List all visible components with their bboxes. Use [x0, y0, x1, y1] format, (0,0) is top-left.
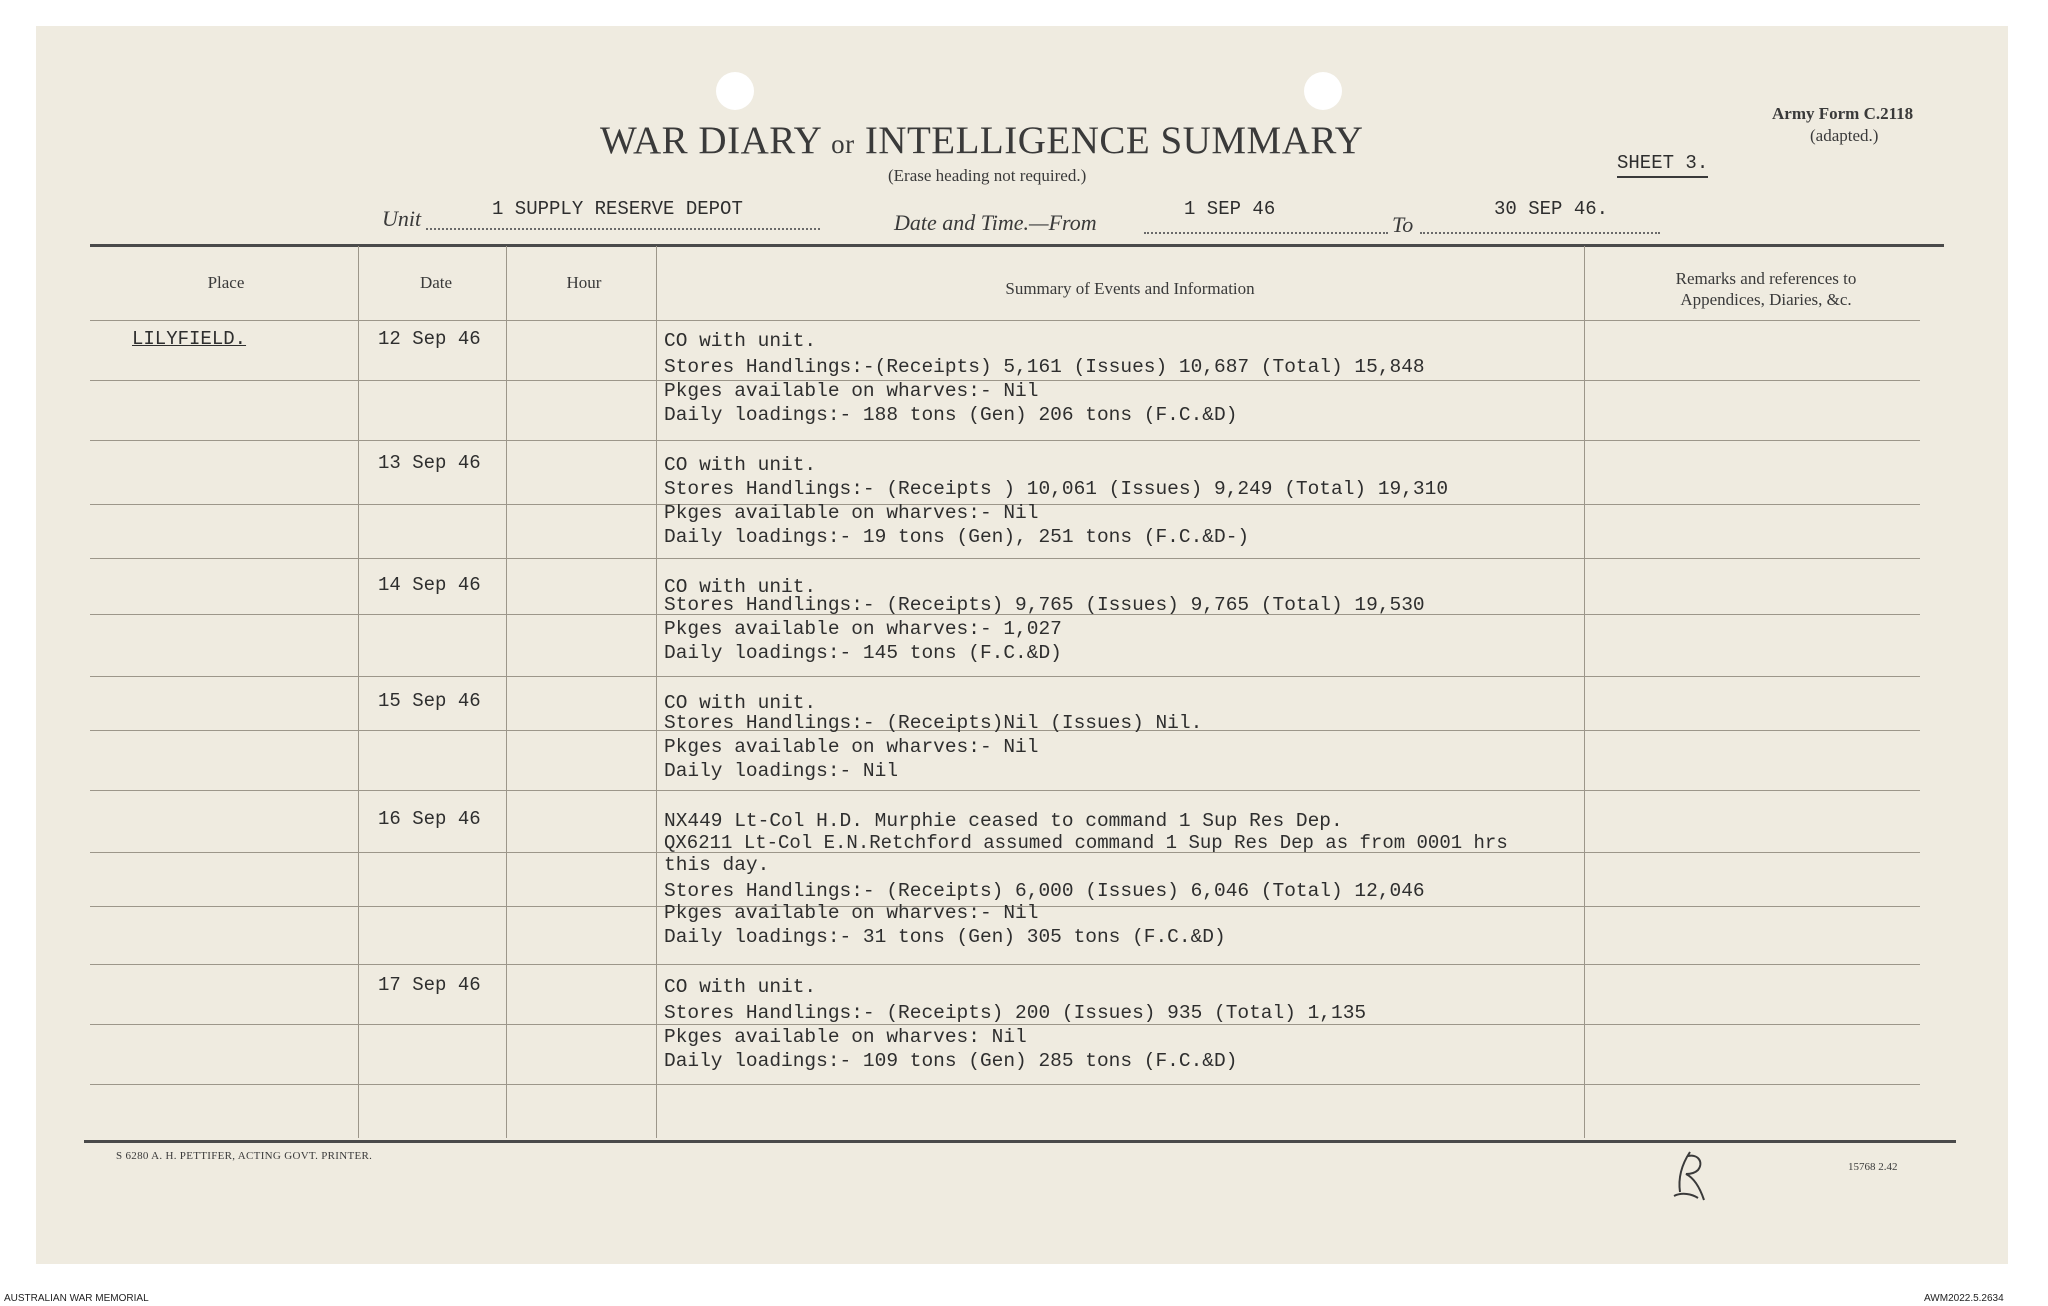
form-subtitle: (Erase heading not required.): [888, 166, 1087, 185]
table-rule: [90, 440, 1920, 441]
punch-hole-left: [716, 72, 754, 110]
entry-date: 15 Sep 46: [378, 690, 481, 712]
to-date: 30 SEP 46.: [1494, 198, 1609, 220]
title-or: or: [831, 129, 855, 159]
summary-line: Pkges available on wharves:- Nil: [664, 736, 1039, 758]
summary-line: Stores Handlings:- (Receipts) 9,765 (Issues) 9,765 (Total) 19,530: [664, 594, 1425, 616]
summary-line: Pkges available on wharves: Nil: [664, 1026, 1027, 1048]
summary-line: Pkges available on wharves:- Nil: [664, 380, 1039, 402]
summary-line: Daily loadings:- 31 tons (Gen) 305 tons (F.C.&D): [664, 926, 1226, 948]
column-header-remarks: Remarks and references to Appendices, Diaries, &c.: [1675, 269, 1857, 309]
unit-dotted-line: [426, 228, 820, 230]
summary-line: CO with unit.: [664, 576, 817, 598]
summary-line: CO with unit.: [664, 976, 817, 998]
place-value: LILYFIELD.: [132, 328, 247, 350]
title-main: WAR DIARY: [600, 119, 821, 162]
summary-line: Stores Handlings:-(Receipts) 5,161 (Issues) 10,687 (Total) 15,848: [664, 356, 1425, 378]
unit-value: 1 SUPPLY RESERVE DEPOT: [492, 198, 743, 220]
bottom-rule: [84, 1140, 1956, 1143]
sheet-number: SHEET 3.: [1617, 152, 1708, 178]
summary-line: Stores Handlings:- (Receipts ) 10,061 (Issues) 9,249 (Total) 19,310: [664, 478, 1449, 500]
army-form-number: Army Form C.2118: [1772, 104, 1914, 123]
table-rule: [90, 558, 1920, 559]
printer-imprint: S 6280 A. H. PETTIFER, ACTING GOVT. PRINTER.: [116, 1150, 373, 1162]
column-header-place: Place: [207, 273, 245, 292]
summary-line: Daily loadings:- 19 tons (Gen), 251 tons (F.C.&D-): [664, 526, 1250, 548]
to-label: To: [1392, 212, 1414, 237]
summary-line: Daily loadings:- 109 tons (Gen) 285 tons (F.C.&D): [664, 1050, 1238, 1072]
from-dotted-line: [1144, 232, 1388, 234]
summary-line: Pkges available on wharves:- Nil: [664, 502, 1039, 524]
unit-label: Unit: [382, 206, 422, 231]
punch-hole-right: [1304, 72, 1342, 110]
summary-line: CO with unit.: [664, 692, 817, 714]
column-header-summary: Summary of Events and Information: [1005, 279, 1255, 298]
to-dotted-line: [1420, 232, 1660, 234]
form-code: 15768 2.42: [1848, 1161, 1898, 1173]
archive-credit: AUSTRALIAN WAR MEMORIAL: [4, 1293, 149, 1304]
archive-reference: AWM2022.5.2634: [1924, 1293, 2004, 1304]
summary-line: Daily loadings:- Nil: [664, 760, 899, 782]
column-header-hour: Hour: [566, 273, 602, 292]
table-rule: [90, 790, 1920, 791]
summary-line: Stores Handlings:- (Receipts)Nil (Issues) Nil.: [664, 712, 1203, 734]
summary-line: CO with unit.: [664, 330, 817, 352]
table-rule: [90, 320, 1920, 321]
summary-line: Stores Handlings:- (Receipts) 6,000 (Issues) 6,046 (Total) 12,046: [664, 880, 1425, 902]
table-rule: [90, 964, 1920, 965]
table-rule: [90, 1084, 1920, 1085]
table-rule: [90, 676, 1920, 677]
form-title: [600, 118, 1363, 163]
date-time-label: Date and Time.—From: [894, 210, 1097, 235]
summary-line: Stores Handlings:- (Receipts) 200 (Issues) 935 (Total) 1,135: [664, 1002, 1367, 1024]
summary-line: Pkges available on wharves:- Nil: [664, 902, 1039, 924]
entry-date: 14 Sep 46: [378, 574, 481, 596]
summary-line: CO with unit.: [664, 454, 817, 476]
summary-line: Pkges available on wharves:- 1,027: [664, 618, 1062, 640]
summary-line: this day.: [664, 854, 770, 876]
summary-line: QX6211 Lt-Col E.N.Retchford assumed command 1 Sup Res Dep as from 0001 hrs: [664, 832, 1508, 854]
summary-line: Daily loadings:- 188 tons (Gen) 206 tons (F.C.&D): [664, 404, 1238, 426]
entry-date: 16 Sep 46: [378, 808, 481, 830]
from-date: 1 SEP 46: [1184, 198, 1276, 220]
adapted-note: (adapted.): [1810, 126, 1879, 145]
column-header-date: Date: [419, 273, 453, 292]
top-rule: [90, 244, 1944, 247]
title-rest: INTELLIGENCE SUMMARY: [864, 119, 1364, 162]
entry-date: 12 Sep 46: [378, 328, 481, 350]
entry-date: 13 Sep 46: [378, 452, 481, 474]
summary-line: NX449 Lt-Col H.D. Murphie ceased to command 1 Sup Res Dep.: [664, 810, 1343, 832]
handwritten-initials-mark: [1668, 1148, 1716, 1206]
summary-line: Daily loadings:- 145 tons (F.C.&D): [664, 642, 1062, 664]
table-rule: [90, 1024, 1920, 1025]
entry-date: 17 Sep 46: [378, 974, 481, 996]
